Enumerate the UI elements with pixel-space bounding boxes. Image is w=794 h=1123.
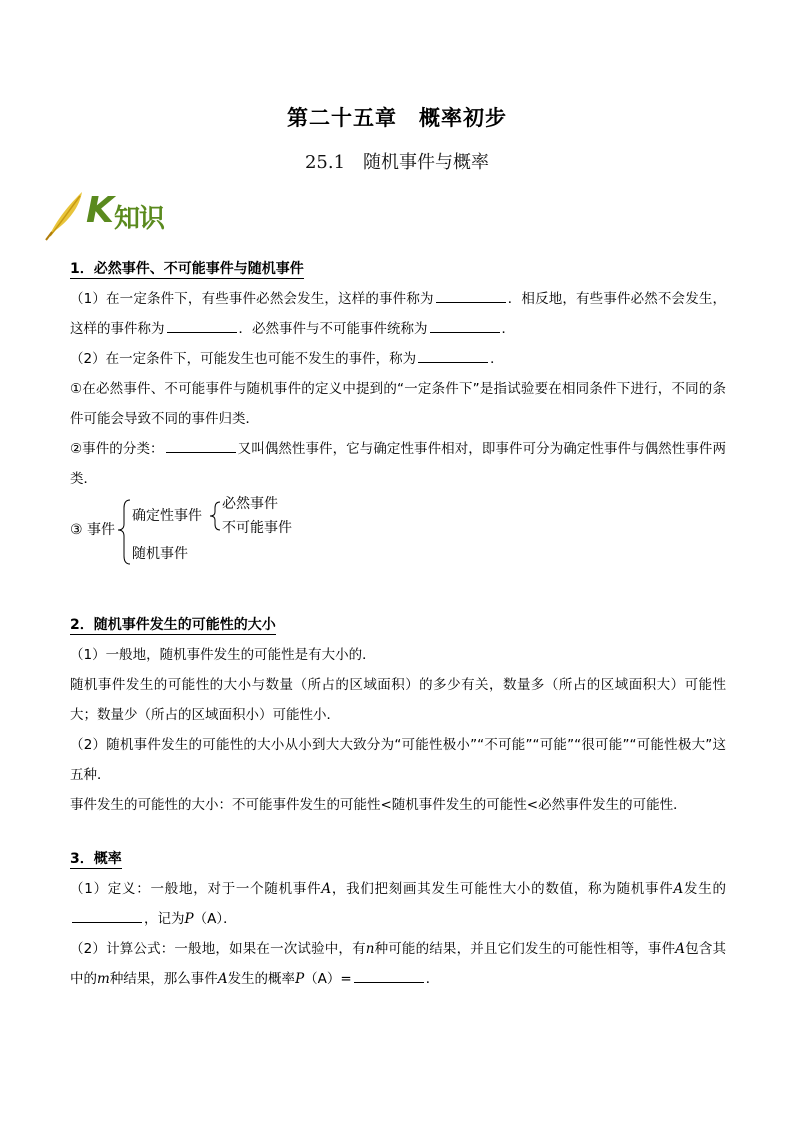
paragraph: （1）定义：一般地，对于一个随机事件A，我们把刻画其发生可能性大小的数值，称为随机事件A发生的，记为P（A）． xyxy=(70,881,727,927)
fill-blank[interactable] xyxy=(72,908,142,923)
tree-root: ③ 事件 xyxy=(70,522,116,538)
tree-impossible: 不可能事件 xyxy=(222,520,292,536)
tree-deterministic: 确定性事件 xyxy=(132,508,202,524)
fill-blank[interactable] xyxy=(436,288,506,303)
section-title: 25.1 随机事件与概率 xyxy=(304,152,490,173)
section-3-heading: 3．概率 xyxy=(70,851,122,867)
paragraph: （2）计算公式：一般地，如果在一次试验中，有n种可能的结果，并且它们发生的可能性相等，事件A包含其中的m种结果，那么事件A发生的概率P（A）= ． xyxy=(70,941,726,987)
paragraph: （2）在一定条件下，可能发生也可能不发生的事件，称为 ． xyxy=(70,344,726,374)
section-1-heading: 1．必然事件、不可能事件与随机事件 xyxy=(70,261,304,277)
chapter-title: 第二十五章 概率初步 xyxy=(287,106,507,130)
logo-text: 知识 xyxy=(114,204,165,234)
feather-quill-icon xyxy=(42,188,92,242)
fill-blank[interactable] xyxy=(166,438,236,453)
knowledge-logo xyxy=(42,188,192,242)
paragraph: ①在必然事件、不可能事件与随机事件的定义中提到的“一定条件下”是指试验要在相同条件下进行，不同的条件可能会导致不同的事件归类． xyxy=(70,381,726,427)
logo-k: K xyxy=(86,190,114,231)
paragraph: （1）一般地，随机事件发生的可能性是有大小的． xyxy=(70,647,376,663)
fill-blank[interactable] xyxy=(430,318,500,333)
tree-certain: 必然事件 xyxy=(222,496,278,512)
section-2-heading: 2．随机事件发生的可能性的大小 xyxy=(70,617,276,633)
tree-random: 随机事件 xyxy=(132,546,188,562)
section-1 xyxy=(70,254,726,570)
paragraph: 随机事件发生的可能性的大小与数量（所占的区域面积）的多少有关，数量多（所占的区域面积大）可能性大；数量少（所占的区域面积小）可能性小． xyxy=(70,677,726,723)
paragraph: （2）随机事件发生的可能性的大小从小到大大致分为“可能性极小”“不可能”“可能”“很可能”“可能性极大”这五种． xyxy=(70,737,726,783)
fill-blank[interactable] xyxy=(354,968,424,983)
event-classification-tree xyxy=(70,494,726,570)
paragraph: （1）在一定条件下，有些事件必然会发生，这样的事件称为 ．相反地，有些事件必然不会发生，这样的事件称为 ．必然事件与不可能事件统称为 ． xyxy=(70,284,726,344)
section-2 xyxy=(70,610,726,820)
section-3 xyxy=(70,844,726,994)
paragraph: ②事件的分类： 又叫偶然性事件，它与确定性事件相对，即事件可分为确定性事件与偶然性事件两类． xyxy=(70,434,726,494)
fill-blank[interactable] xyxy=(418,348,488,363)
paragraph: 事件发生的可能性的大小：不可能事件发生的可能性<随机事件发生的可能性<必然事件发生的可能性． xyxy=(70,797,687,813)
fill-blank[interactable] xyxy=(167,318,237,333)
